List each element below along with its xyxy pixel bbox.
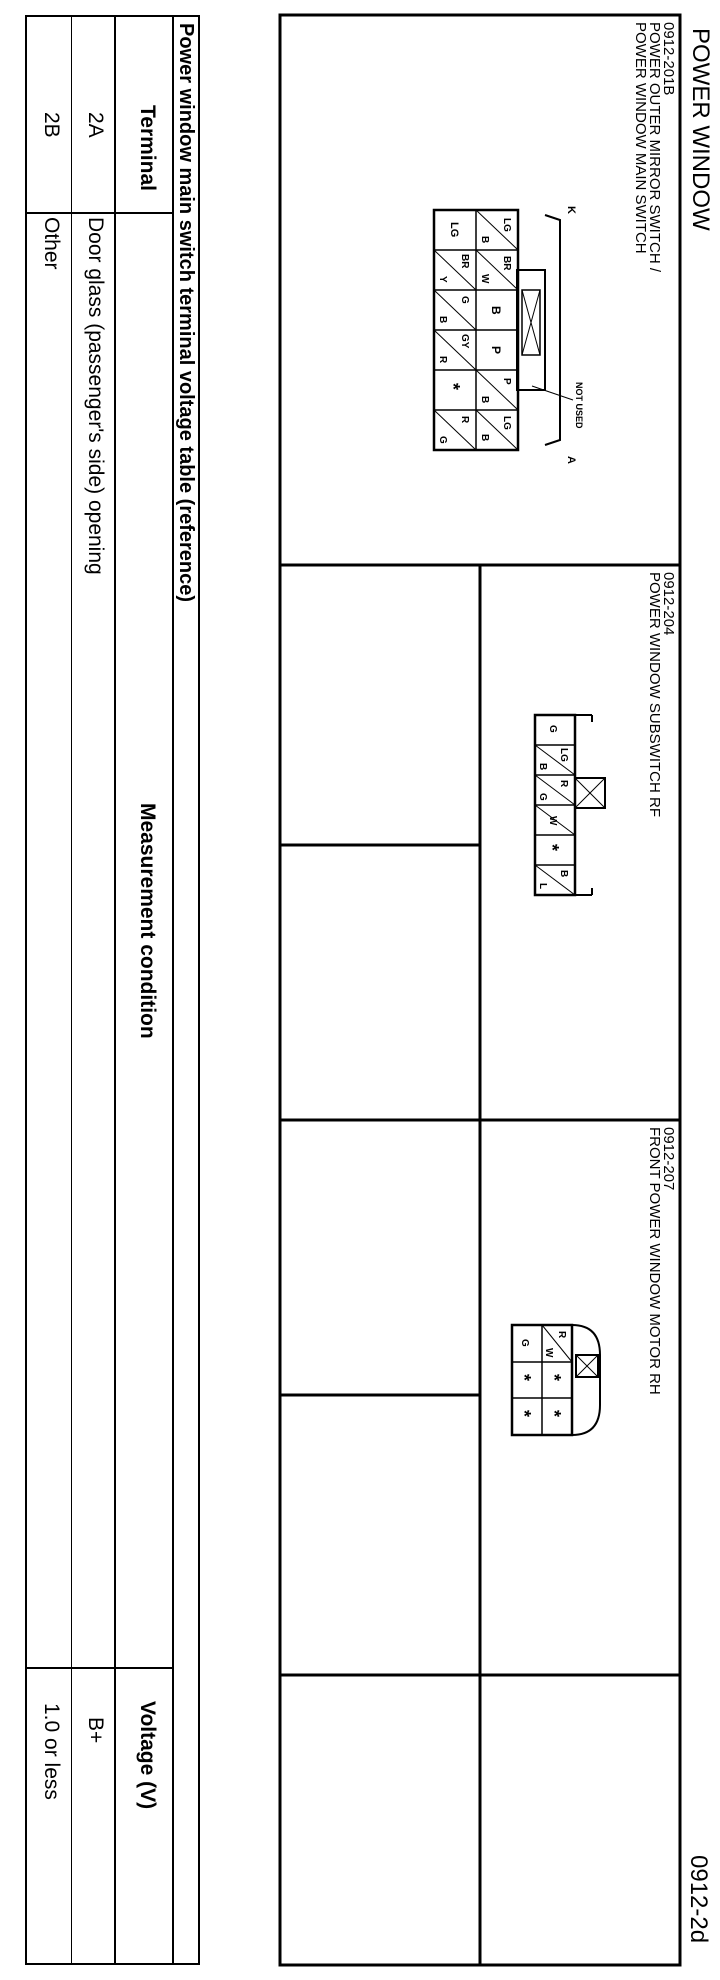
label-k: K [565,206,577,214]
pin-204-3-top: R [558,780,569,788]
pin-c4: P [489,346,503,355]
pin-r2-1: LG [448,222,460,238]
pin-207-3: * [544,1410,564,1418]
header-terminal: Terminal [136,105,159,191]
pin-c1-top: LG [501,218,512,232]
pin-204-6-bottom: L [537,883,548,890]
connector-1-name-line2: POWER WINDOW MAIN SWITCH [632,22,649,254]
connector-1-code: 0912-201B [660,22,677,96]
row-2-terminal: 2B [40,112,63,138]
pin-c1-bottom: B [479,236,490,244]
connector-3-diagram [500,1300,620,1460]
voltage-table-title: Power window main switch terminal voltage table (reference) [175,23,197,603]
pin-c5-top: P [501,378,512,385]
pin-204-2-bottom: B [537,763,548,771]
pin-r2-4-top: GY [459,334,470,349]
connector-2-name-line1: POWER WINDOW SUBSWITCH RF [646,572,663,817]
connector-1-lock [517,270,545,390]
pin-r2-2-top: BR [459,254,470,269]
pin-r2-3-bottom: B [437,316,448,324]
connector-3-name-line1: FRONT POWER WINDOW MOTOR RH [646,1127,663,1395]
row-1-condition: Door glass (passenger's side) opening [84,217,107,575]
column-divider-2 [27,1667,172,1669]
pin-204-5: * [542,844,562,852]
pin-204-6-top: B [558,870,569,878]
pin-r2-6-top: R [459,416,470,424]
pin-207-4: G [519,1339,530,1347]
pin-207-5: * [514,1374,534,1382]
pin-c5-bottom: B [479,396,490,404]
voltage-table-grid [25,17,174,1963]
row-2-voltage: 1.0 or less [40,1703,63,1800]
pin-204-2-top: LG [558,748,569,762]
table-row [27,17,72,1963]
connector-2-code: 0912-204 [660,572,677,636]
header-voltage: Voltage (V) [136,1701,159,1810]
connector-3-code: 0912-207 [660,1127,677,1191]
pin-r2-6-bottom: G [437,436,448,444]
connector-1-diagram [420,150,590,470]
pin-r2-5: * [443,383,463,391]
header-condition: Measurement condition [136,803,159,1039]
row-1-terminal: 2A [84,112,107,138]
pin-c6-top: LG [501,416,512,430]
voltage-table [25,15,200,1965]
pin-r2-4-bottom: R [437,356,448,364]
column-divider-1 [27,212,172,214]
pin-r2-2-bottom: Y [437,276,448,283]
row-2-condition: Other [40,217,63,270]
pin-204-1: G [547,725,558,733]
page-title: POWER WINDOW [687,28,714,231]
pin-c3: B [489,306,503,315]
pin-207-1-top: R [556,1331,567,1339]
connector-1-name-line1: POWER OUTER MIRROR SWITCH / [646,22,663,272]
pin-204-3-bottom: G [537,793,548,801]
pin-207-2: * [544,1374,564,1382]
pin-207-6: * [514,1410,534,1418]
connector-2-diagram [500,680,620,940]
connector-1-latch [545,215,560,445]
row-1-voltage: B+ [84,1717,107,1744]
not-used-leader [532,386,573,400]
connector-3-hood [572,1325,600,1435]
pin-204-4: W [547,816,558,826]
label-a: A [565,456,577,464]
pin-207-1-bottom: W [543,1348,554,1358]
page-number: 0912-2d [685,1855,712,1944]
table-row [71,17,116,1963]
pin-c2-top: BR [501,256,512,271]
pin-c2-bottom: W [479,274,490,284]
pin-r2-3-top: G [459,296,470,304]
header-row [114,17,172,1963]
label-not-used: NOT USED [574,382,584,429]
pin-c6-bottom: B [479,434,490,442]
